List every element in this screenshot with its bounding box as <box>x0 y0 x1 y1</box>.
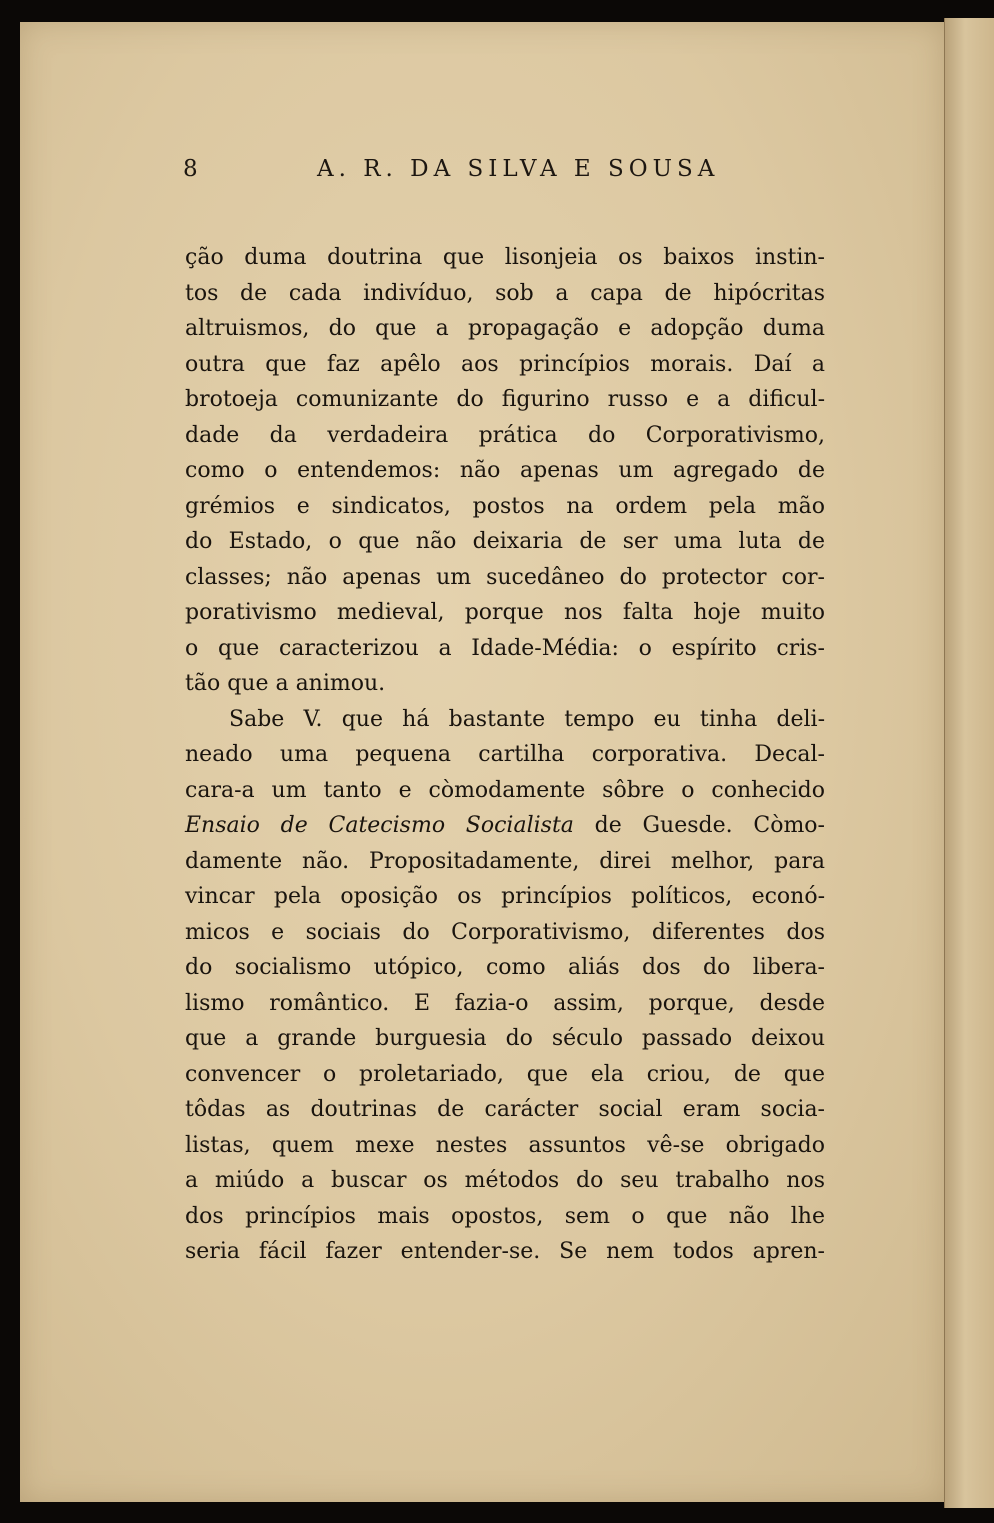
text-line: tão que a animou. <box>185 671 386 696</box>
text-line: do Estado, o que não deixaria de ser uma luta de <box>185 529 825 554</box>
text-line: tos de cada indivíduo, sob a capa de hipócritas <box>185 280 825 306</box>
text-line-rest: de Guesde. Còmo- <box>573 813 825 838</box>
text-line-with-italic <box>185 808 825 844</box>
page-number: 8 <box>183 156 198 182</box>
text-line: cara-a um tanto e còmodamente sôbre o conhecido <box>185 777 825 803</box>
text-line: que a grande burguesia do século passado deixou <box>185 1026 825 1051</box>
text-line: outra que faz apêlo aos princípios morais. Daí a <box>185 351 825 377</box>
text-line: dade da verdadeira prática do Corporativismo, <box>185 422 825 448</box>
text-line: tôdas as doutrinas de carácter social eram socia- <box>185 1097 825 1122</box>
text-line: listas, quem mexe nestes assuntos vê-se obrigado <box>185 1132 825 1158</box>
text-line: lismo romântico. E fazia-o assim, porque, desde <box>185 990 825 1016</box>
text-line: damente não. Propositadamente, direi melhor, para <box>185 848 825 874</box>
text-line: classes; não apenas um sucedâneo do protector cor- <box>185 564 825 590</box>
body-text <box>185 240 825 1270</box>
text-line: brotoeja comunizante do figurino russo e a dificul- <box>185 387 825 412</box>
text-line: grémios e sindicatos, postos na ordem pela mão <box>185 493 825 519</box>
facing-page-edge <box>944 18 994 1508</box>
text-line: ção duma doutrina que lisonjeia os baixos instin- <box>185 245 825 270</box>
running-title: A. R. DA SILVA E SOUSA <box>317 156 720 182</box>
text-line: convencer o proletariado, que ela criou, de que <box>185 1061 825 1087</box>
text-line: seria fácil fazer entender-se. Se nem todos apren- <box>185 1239 825 1264</box>
text-line: porativismo medieval, porque nos falta hoje muito <box>185 600 825 625</box>
text-line: dos princípios mais opostos, sem o que não lhe <box>185 1203 825 1229</box>
text-line: Sabe V. que há bastante tempo eu tinha deli- <box>229 706 825 732</box>
running-header <box>183 156 823 196</box>
text-line: o que caracterizou a Idade-Média: o espírito cris- <box>185 635 825 661</box>
text-line: vincar pela oposição os princípios políticos, econó- <box>185 884 825 909</box>
text-line: a miúdo a buscar os métodos do seu trabalho nos <box>185 1168 825 1193</box>
text-line: micos e sociais do Corporativismo, diferentes dos <box>185 919 825 945</box>
text-line: como o entendemos: não apenas um agregado de <box>185 458 825 483</box>
text-line: neado uma pequena cartilha corporativa. Decal- <box>185 742 825 767</box>
text-line: do socialismo utópico, como aliás dos do libera- <box>185 955 825 980</box>
book-title-italic: Ensaio de Catecismo Socialista <box>185 813 574 838</box>
text-line: altruismos, do que a propagação e adopção duma <box>185 316 825 341</box>
